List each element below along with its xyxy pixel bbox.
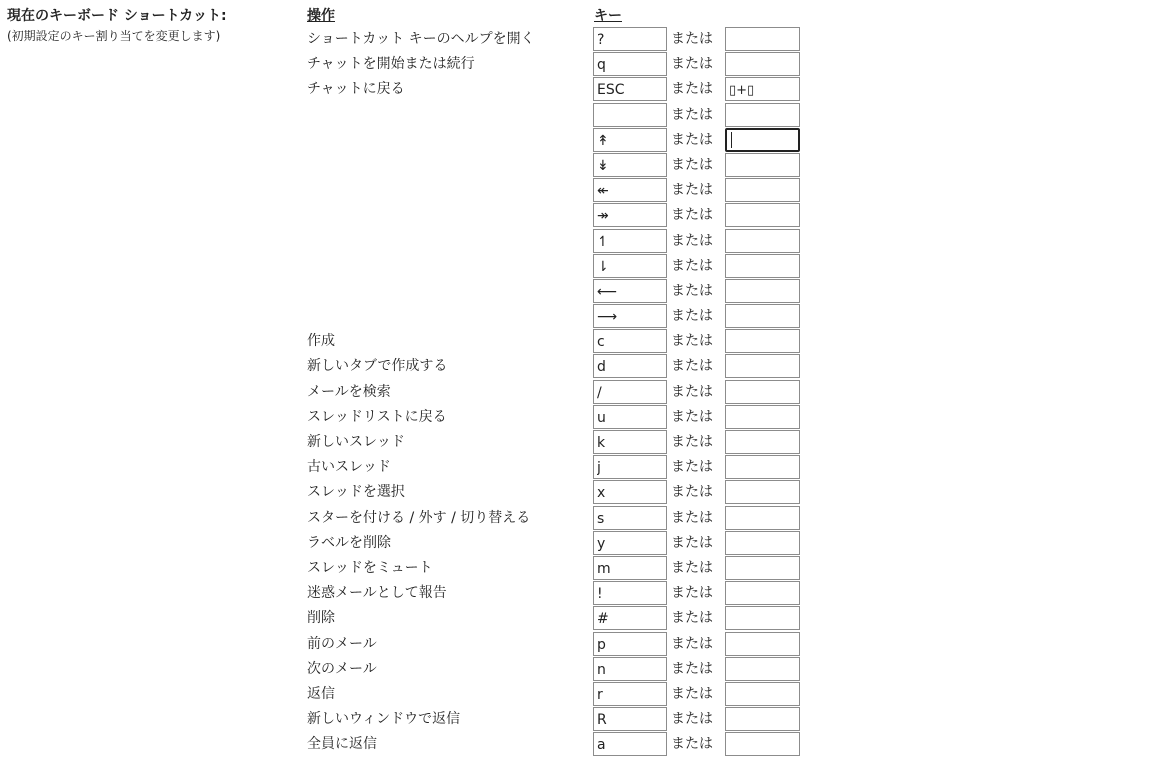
or-label: または	[671, 56, 713, 73]
key-input[interactable]	[593, 52, 667, 76]
action-label: メールを検索	[307, 383, 391, 400]
or-label: または	[671, 711, 713, 728]
key-input[interactable]	[593, 279, 667, 303]
key-input[interactable]	[593, 556, 667, 580]
shortcut-row	[0, 707, 1166, 732]
action-label: ラベルを削除	[307, 534, 391, 551]
alternate-key-input[interactable]	[725, 556, 800, 580]
shortcut-row	[0, 581, 1166, 606]
action-label: 次のメール	[307, 660, 377, 677]
shortcut-row	[0, 430, 1166, 455]
action-column-header: 操作	[307, 8, 335, 24]
key-input[interactable]	[593, 304, 667, 328]
section-title: 現在のキーボード ショートカット:	[7, 8, 227, 24]
alternate-key-input[interactable]	[725, 153, 800, 177]
alternate-key-input[interactable]	[725, 229, 800, 253]
alternate-key-input[interactable]	[725, 682, 800, 706]
action-label: 全員に返信	[307, 736, 377, 753]
key-input[interactable]	[593, 103, 667, 127]
action-label: スターを付ける / 外す / 切り替える	[307, 509, 531, 526]
key-input[interactable]	[593, 632, 667, 656]
alternate-key-input[interactable]	[725, 606, 800, 630]
or-label: または	[671, 685, 713, 702]
key-input[interactable]	[593, 657, 667, 681]
action-label: 新しいスレッド	[307, 434, 405, 450]
alternate-key-input[interactable]	[725, 329, 800, 353]
action-label: チャットを開始または続行	[307, 56, 475, 73]
shortcut-row	[0, 732, 1166, 757]
or-label: または	[671, 282, 713, 299]
shortcut-row	[0, 606, 1166, 631]
key-input[interactable]	[593, 581, 667, 605]
shortcut-row	[0, 682, 1166, 707]
key-input[interactable]	[593, 203, 667, 227]
shortcut-row	[0, 254, 1166, 279]
alternate-key-input[interactable]	[725, 581, 800, 605]
key-column-header: キー	[594, 8, 622, 24]
or-label: または	[671, 509, 713, 526]
or-label: または	[671, 156, 713, 173]
or-label: または	[671, 660, 713, 677]
or-label: または	[671, 459, 713, 476]
or-label: または	[671, 434, 713, 450]
or-label: または	[671, 534, 713, 551]
or-label: または	[671, 610, 713, 627]
alternate-key-input[interactable]	[725, 354, 800, 378]
alternate-key-input[interactable]	[725, 430, 800, 454]
or-label: または	[671, 106, 713, 123]
key-input[interactable]	[593, 229, 667, 253]
shortcut-row	[0, 229, 1166, 254]
alternate-key-input[interactable]	[725, 103, 800, 127]
action-label: 返信	[307, 685, 335, 702]
or-label: または	[671, 131, 713, 148]
alternate-key-input[interactable]	[725, 178, 800, 202]
action-label: 古いスレッド	[307, 459, 391, 476]
action-label: 作成	[307, 333, 335, 350]
shortcut-row	[0, 632, 1166, 657]
shortcut-row	[0, 506, 1166, 531]
or-label: または	[671, 81, 713, 98]
or-label: または	[671, 736, 713, 753]
alternate-key-input[interactable]	[725, 732, 800, 756]
or-label: または	[671, 207, 713, 224]
key-input[interactable]	[593, 380, 667, 404]
alternate-key-input[interactable]	[725, 455, 800, 479]
shortcut-rows	[0, 27, 1166, 757]
key-input[interactable]	[593, 531, 667, 555]
or-label: または	[671, 408, 713, 425]
action-label: スレッドをミュート	[307, 559, 433, 576]
key-input[interactable]	[593, 480, 667, 504]
shortcut-row	[0, 77, 1166, 102]
key-input[interactable]	[593, 606, 667, 630]
alternate-key-input[interactable]	[725, 531, 800, 555]
or-label: または	[671, 232, 713, 249]
shortcut-row	[0, 556, 1166, 581]
action-label: スレッドを選択	[307, 484, 405, 501]
or-label: または	[671, 358, 713, 375]
shortcut-row	[0, 405, 1166, 430]
shortcut-row	[0, 329, 1166, 354]
key-input[interactable]	[593, 682, 667, 706]
shortcut-row	[0, 455, 1166, 480]
alternate-key-input[interactable]	[725, 203, 800, 227]
or-label: または	[671, 257, 713, 274]
alternate-key-input[interactable]	[725, 254, 800, 278]
action-label: 迷惑メールとして報告	[307, 585, 447, 602]
key-input[interactable]	[593, 707, 667, 731]
shortcut-row	[0, 354, 1166, 379]
or-label: または	[671, 559, 713, 576]
action-label: 削除	[307, 610, 335, 627]
alternate-key-input[interactable]	[725, 304, 800, 328]
key-input[interactable]	[593, 455, 667, 479]
or-label: または	[671, 182, 713, 199]
shortcut-row	[0, 279, 1166, 304]
key-input[interactable]	[593, 77, 667, 101]
shortcut-row	[0, 531, 1166, 556]
key-input[interactable]	[593, 506, 667, 530]
or-label: または	[671, 585, 713, 602]
shortcut-row	[0, 128, 1166, 153]
alternate-key-input[interactable]	[725, 405, 800, 429]
shortcut-row	[0, 203, 1166, 228]
key-input[interactable]	[593, 405, 667, 429]
shortcut-row	[0, 657, 1166, 682]
action-label: 前のメール	[307, 635, 377, 652]
alternate-key-input[interactable]	[725, 707, 800, 731]
key-input[interactable]	[593, 254, 667, 278]
key-input[interactable]	[593, 732, 667, 756]
action-label: ショートカット キーのヘルプを開く	[307, 31, 535, 47]
action-label: チャットに戻る	[307, 81, 405, 98]
alternate-key-input[interactable]	[725, 279, 800, 303]
action-label: 新しいウィンドウで返信	[307, 711, 461, 728]
shortcut-row	[0, 480, 1166, 505]
or-label: または	[671, 308, 713, 325]
or-label: または	[671, 31, 713, 47]
action-label: 新しいタブで作成する	[307, 358, 448, 375]
key-input[interactable]	[593, 128, 667, 152]
alternate-key-input[interactable]	[725, 77, 800, 101]
or-label: または	[671, 333, 713, 350]
section-subtitle: (初期設定のキー割り当てを変更します)	[7, 29, 221, 43]
alternate-key-input[interactable]	[725, 480, 800, 504]
or-label: または	[671, 484, 713, 501]
shortcut-row	[0, 103, 1166, 128]
key-input[interactable]	[593, 153, 667, 177]
shortcut-row	[0, 52, 1166, 77]
shortcut-row	[0, 178, 1166, 203]
or-label: または	[671, 383, 713, 400]
key-input[interactable]	[593, 354, 667, 378]
alternate-key-input[interactable]	[725, 128, 800, 152]
key-input[interactable]	[593, 178, 667, 202]
shortcut-row	[0, 27, 1166, 52]
alternate-key-input[interactable]	[725, 27, 800, 51]
alternate-key-input[interactable]	[725, 380, 800, 404]
text-cursor	[731, 132, 732, 148]
alternate-key-input[interactable]	[725, 632, 800, 656]
or-label: または	[671, 635, 713, 652]
shortcut-row	[0, 304, 1166, 329]
alternate-key-input[interactable]	[725, 506, 800, 530]
action-label: スレッドリストに戻る	[307, 408, 447, 425]
shortcut-row	[0, 153, 1166, 178]
alternate-key-input[interactable]	[725, 657, 800, 681]
key-input[interactable]	[593, 329, 667, 353]
key-input[interactable]	[593, 27, 667, 51]
shortcut-row	[0, 380, 1166, 405]
key-input[interactable]	[593, 430, 667, 454]
alternate-key-input[interactable]	[725, 52, 800, 76]
